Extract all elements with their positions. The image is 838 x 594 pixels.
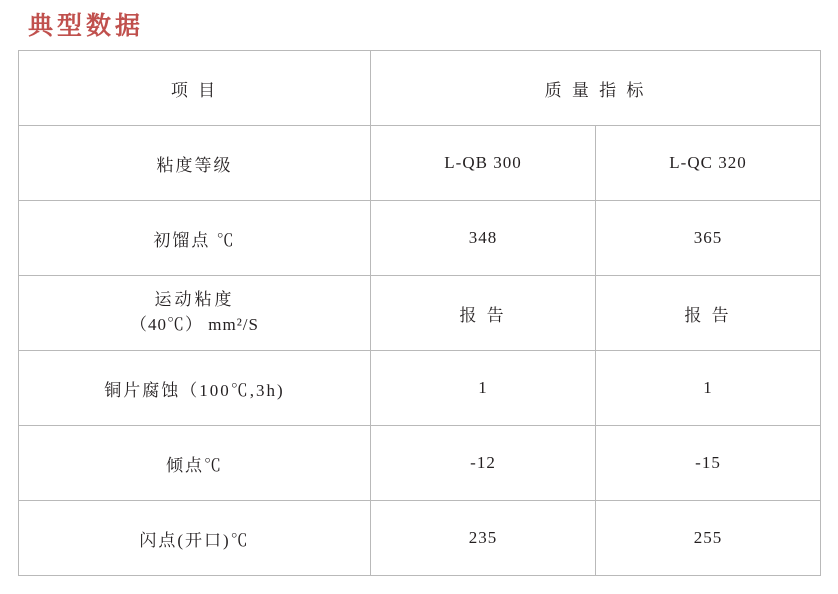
table-row <box>19 426 821 501</box>
row-label: 倾点℃ <box>19 426 371 501</box>
row-value-1: L-QB 300 <box>371 126 596 201</box>
row-value-2: 报 告 <box>596 276 821 351</box>
row-value-1: -12 <box>371 426 596 501</box>
row-label: 铜片腐蚀（100℃,3h) <box>19 351 371 426</box>
row-value-2: L-QC 320 <box>596 126 821 201</box>
typical-data-table <box>18 50 821 576</box>
header-cell-item: 项 目 <box>19 51 371 126</box>
row-value-2: 1 <box>596 351 821 426</box>
row-value-2: 255 <box>596 501 821 576</box>
row-value-1: 348 <box>371 201 596 276</box>
row-label: 闪点(开口)℃ <box>19 501 371 576</box>
table-row <box>19 126 821 201</box>
row-value-1: 1 <box>371 351 596 426</box>
row-label: 粘度等级 <box>19 126 371 201</box>
table-row <box>19 201 821 276</box>
table-row <box>19 501 821 576</box>
row-label-line2: （40℃） mm²/S <box>130 315 259 334</box>
row-value-2: 365 <box>596 201 821 276</box>
page-title: 典型数据 <box>28 13 145 40</box>
row-value-1: 235 <box>371 501 596 576</box>
row-label-line1: 运动粘度 <box>154 290 235 310</box>
table-row <box>19 351 821 426</box>
row-label: 初馏点 ℃ <box>19 201 371 276</box>
row-value-1: 报 告 <box>371 276 596 351</box>
row-label <box>19 276 371 351</box>
table-header-row <box>19 51 821 126</box>
table-row <box>19 276 821 351</box>
header-cell-quality-index: 质 量 指 标 <box>371 51 821 126</box>
row-value-2: -15 <box>596 426 821 501</box>
